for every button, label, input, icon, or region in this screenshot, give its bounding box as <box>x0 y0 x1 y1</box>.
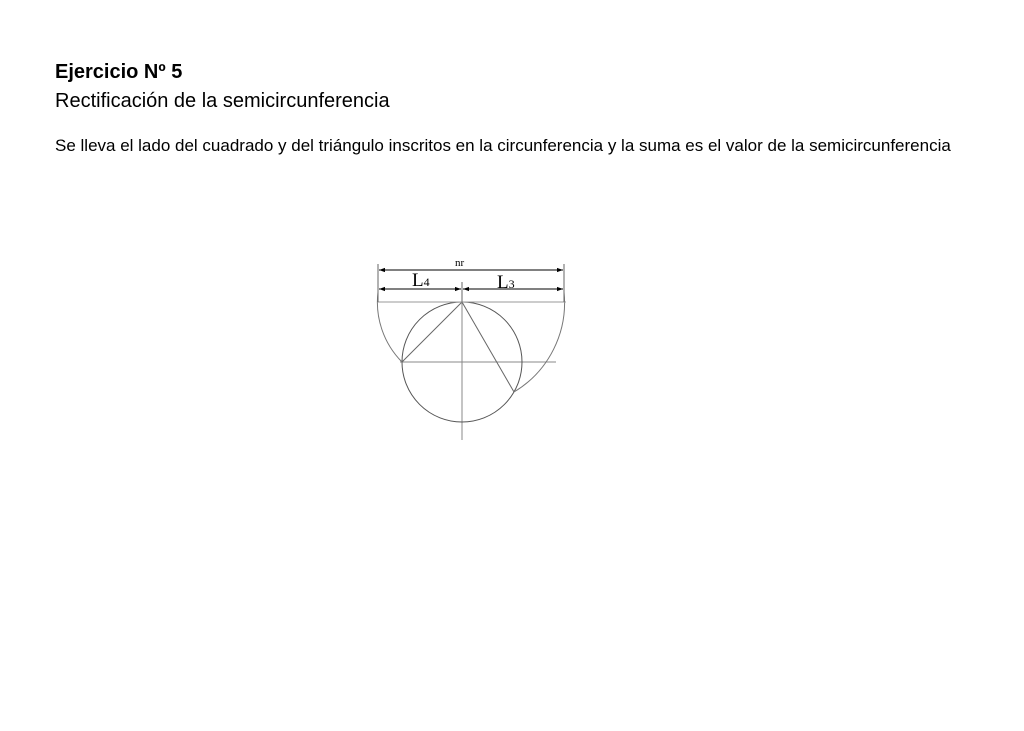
triangle-side-chord <box>462 302 514 392</box>
total-label: nr <box>455 257 465 269</box>
exercise-subtitle: Rectificación de la semicircunferencia <box>55 90 390 112</box>
triangle-side-arc <box>514 292 565 392</box>
square-side-label <box>412 270 430 291</box>
triangle-side-subscript: 3 <box>508 277 515 291</box>
square-side-chord <box>402 302 462 362</box>
square-side-subscript: 4 <box>423 275 430 289</box>
triangle-side-label <box>497 272 515 293</box>
exercise-title: Ejercicio Nº 5 <box>55 61 183 83</box>
square-side-letter: L <box>412 270 424 291</box>
exercise-description: Se lleva el lado del cuadrado y del triángulo inscritos en la circunferencia y la suma es el valor de la semicircunferencia <box>55 136 951 155</box>
triangle-side-letter: L <box>497 272 509 293</box>
